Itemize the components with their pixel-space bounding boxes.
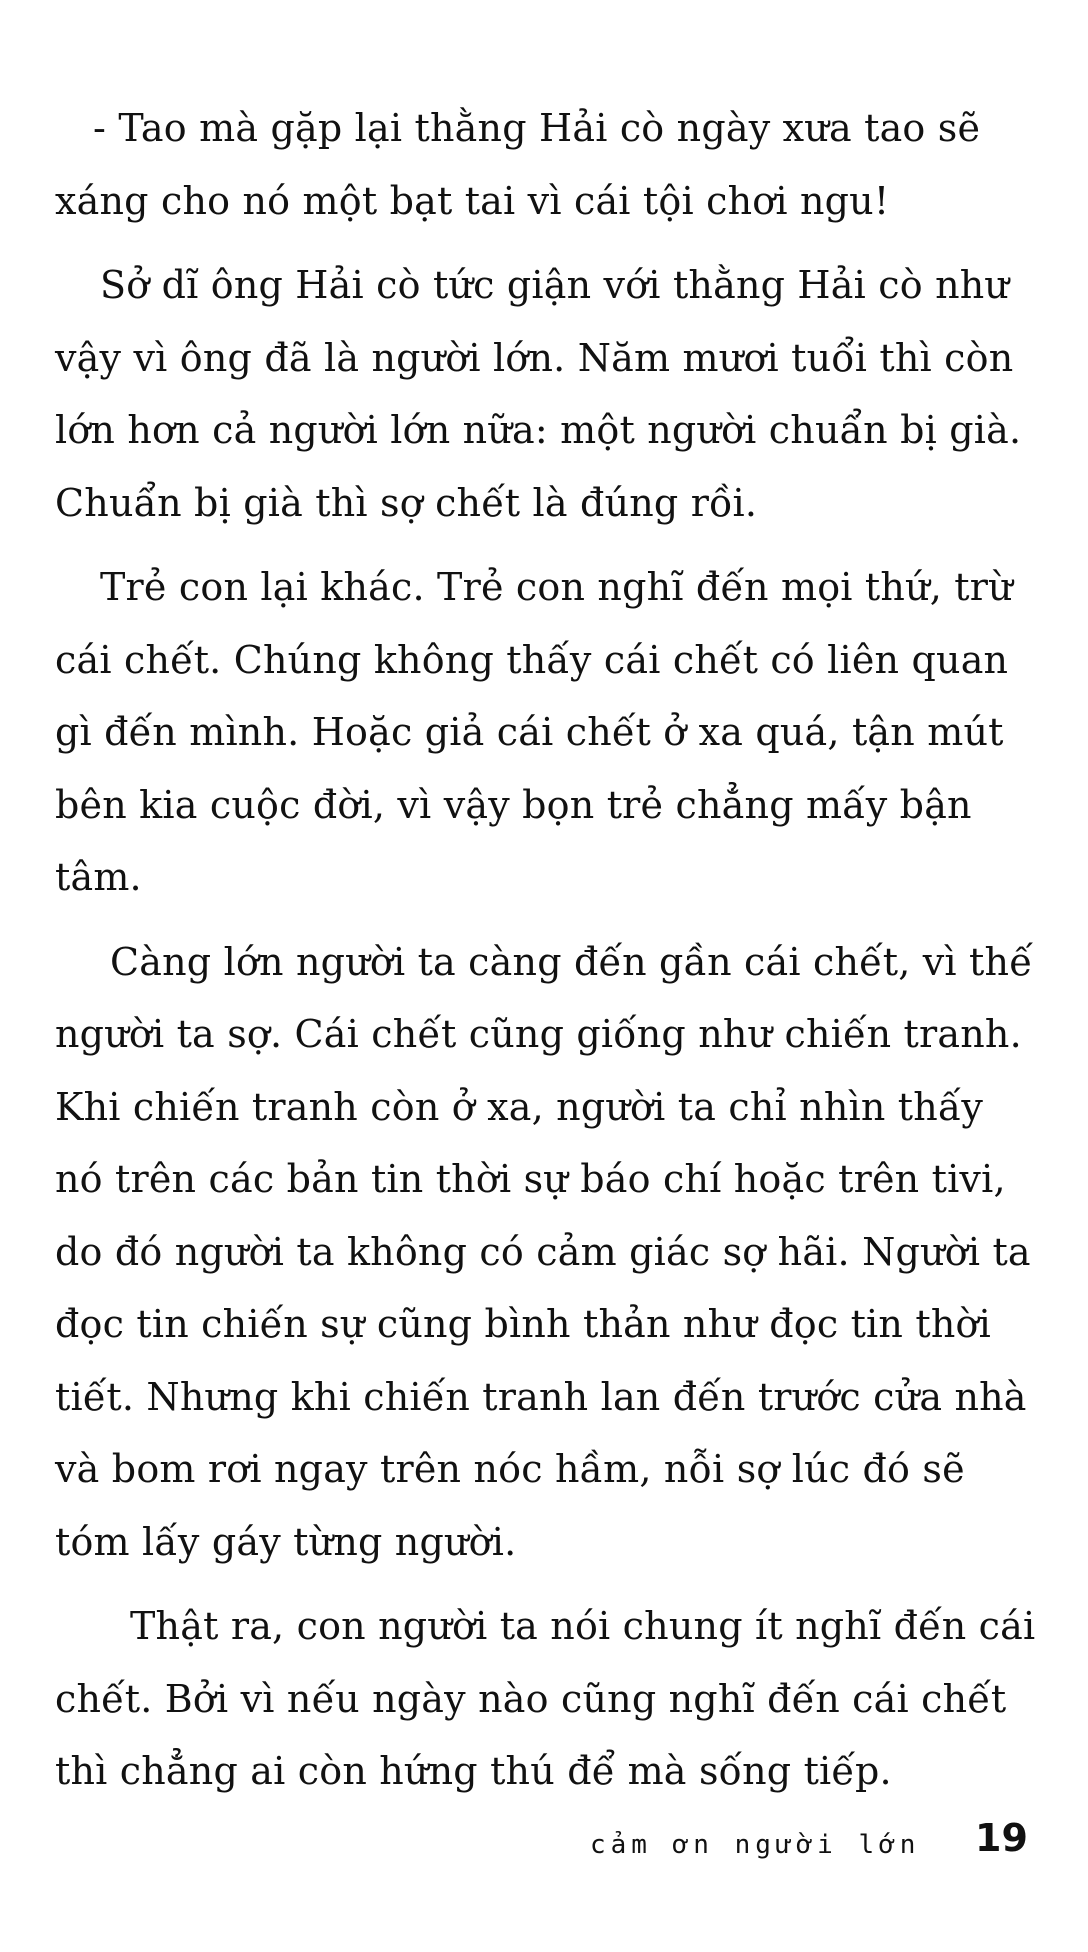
text-line: gì đến mình. Hoặc giả cái chết ở xa quá, tận mút bbox=[55, 710, 1004, 754]
text-line: đọc tin chiến sự cũng bình thản như đọc tin thời bbox=[55, 1302, 991, 1346]
text-line: cái chết. Chúng không thấy cái chết có liên quan bbox=[55, 637, 1009, 682]
text-line: do đó người ta không có cảm giác sợ hãi. Người ta bbox=[55, 1229, 1031, 1274]
text-line: Khi chiến tranh còn ở xa, người ta chỉ nhìn thấy bbox=[55, 1084, 984, 1129]
paragraph bbox=[55, 249, 1022, 539]
running-footer-book-title: cảm ơn người lớn bbox=[590, 1830, 921, 1860]
text-line: bên kia cuộc đời, vì vậy bọn trẻ chẳng mấy bận bbox=[55, 782, 972, 827]
text-line: xáng cho nó một bạt tai vì cái tội chơi ngu! bbox=[55, 178, 890, 223]
text-line: - Tao mà gặp lại thằng Hải cò ngày xưa tao sẽ bbox=[93, 106, 981, 150]
text-line: tâm. bbox=[55, 855, 142, 899]
text-line: Trẻ con lại khác. Trẻ con nghĩ đến mọi thứ, trừ bbox=[100, 565, 1013, 609]
text-line: chết. Bởi vì nếu ngày nào cũng nghĩ đến cái chết bbox=[55, 1676, 1007, 1721]
text-line: tóm lấy gáy từng người. bbox=[55, 1519, 517, 1564]
paragraph bbox=[55, 551, 1015, 914]
text-line: và bom rơi ngay trên nóc hầm, nỗi sợ lúc đó sẽ bbox=[55, 1447, 965, 1491]
text-line: Càng lớn người ta càng đến gần cái chết, vì thế bbox=[110, 939, 1033, 984]
text-line: lớn hơn cả người lớn nữa: một người chuẩn bị già. bbox=[55, 408, 1022, 452]
text-line: Chuẩn bị già thì sợ chết là đúng rồi. bbox=[55, 480, 758, 525]
text-line: tiết. Nhưng khi chiến tranh lan đến trước cửa nhà bbox=[55, 1374, 1027, 1419]
paragraph bbox=[55, 1590, 1036, 1808]
text-line: Sở dĩ ông Hải cò tức giận với thằng Hải cò như bbox=[100, 263, 1010, 307]
text-line: thì chẳng ai còn hứng thú để mà sống tiếp. bbox=[55, 1749, 892, 1793]
paragraph bbox=[55, 92, 1015, 237]
text-line: nó trên các bản tin thời sự báo chí hoặc trên tivi, bbox=[55, 1157, 1006, 1201]
paragraph bbox=[55, 926, 1033, 1579]
page-number: 19 bbox=[975, 1816, 1028, 1860]
text-line: vậy vì ông đã là người lớn. Năm mươi tuổi thì còn bbox=[55, 335, 1014, 380]
text-line: người ta sợ. Cái chết cũng giống như chiến tranh. bbox=[55, 1012, 1022, 1056]
page-body-text bbox=[55, 92, 1036, 1808]
text-line: Thật ra, con người ta nói chung ít nghĩ đến cái bbox=[130, 1604, 1036, 1648]
